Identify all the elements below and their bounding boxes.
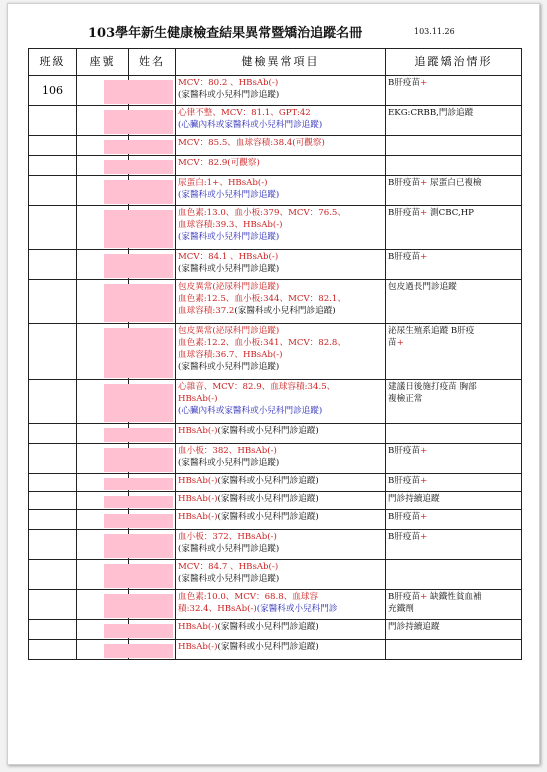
abnormal-item-text: (家醫科或小兒科門診追蹤): [178, 190, 280, 200]
abnormal-item-line: [178, 361, 383, 373]
abnormal-item-text: HBsAb(-): [178, 476, 218, 486]
followup-text: B肝疫苗: [388, 532, 421, 542]
redacted-name-block: [104, 534, 173, 558]
abnormal-item-text: (家醫科或小兒科門診追蹤): [178, 574, 280, 584]
abnormal-item-text: 包皮異常(泌尿科門診追蹤): [178, 326, 280, 336]
class-cell: [29, 206, 77, 250]
class-cell: [29, 176, 77, 206]
table-row: [29, 380, 522, 424]
followup-text: 複檢正常: [388, 394, 423, 404]
abnormal-item-text: (家醫科或小兒科門診追蹤): [178, 362, 280, 372]
abnormal-items-cell: [176, 106, 386, 136]
abnormal-item-line: [178, 405, 383, 417]
followup-cell: [386, 206, 522, 250]
table-header-row: [29, 49, 522, 76]
redacted-name-block: [104, 428, 173, 442]
abnormal-item-text: (家醫科或小兒科門診追蹤): [234, 306, 336, 316]
followup-line: [388, 493, 519, 505]
followup-cell: [386, 444, 522, 474]
followup-cell: [386, 380, 522, 424]
followup-line: [388, 107, 519, 119]
class-cell: [29, 324, 77, 380]
table-row: [29, 530, 522, 560]
abnormal-item-text: (家醫科或小兒科門診: [256, 604, 338, 614]
abnormal-item-text: 血色素:10.0、MCV：68.8、血球容: [178, 592, 319, 602]
abnormal-item-line: [178, 77, 383, 89]
table-row: [29, 424, 522, 444]
abnormal-item-text: (家醫科或小兒科門診追蹤): [217, 494, 319, 504]
followup-cell: [386, 640, 522, 660]
redacted-name-block: [104, 478, 173, 490]
document-page: [7, 3, 540, 765]
followup-line: [388, 281, 519, 293]
abnormal-item-line: [178, 305, 383, 317]
abnormal-items-cell: [176, 530, 386, 560]
followup-cell: [386, 136, 522, 156]
abnormal-item-line: [178, 281, 383, 293]
table-row: [29, 444, 522, 474]
followup-text: +: [396, 338, 404, 348]
abnormal-item-line: [178, 337, 383, 349]
followup-line: [388, 511, 519, 523]
column-header-followup: 追蹤矯治情形: [386, 49, 522, 76]
class-cell: [29, 280, 77, 324]
abnormal-items-cell: [176, 424, 386, 444]
abnormal-item-line: [178, 641, 383, 653]
followup-text: 充鐵劑: [388, 604, 414, 614]
followup-cell: [386, 530, 522, 560]
abnormal-item-line: [178, 137, 383, 149]
followup-cell: [386, 560, 522, 590]
abnormal-item-text: 血色素:13.0、血小板:379、MCV：76.5、: [178, 208, 346, 218]
abnormal-item-line: [178, 157, 383, 169]
class-cell: [29, 620, 77, 640]
abnormal-item-text: HBsAb(-): [178, 512, 218, 522]
abnormal-item-text: 血色素:12.2、血小板:341、MCV：82.8、: [178, 338, 346, 348]
followup-text: 門診持續追蹤: [388, 494, 440, 504]
abnormal-item-text: MCV：84.7 、HBsAb(-): [178, 562, 279, 572]
class-cell: [29, 640, 77, 660]
followup-cell: [386, 324, 522, 380]
abnormal-item-line: [178, 457, 383, 469]
abnormal-item-text: 心雜音、MCV：82.9、血球容積:34.5、: [178, 382, 336, 392]
abnormal-item-line: [178, 207, 383, 219]
abnormal-item-text: 血球容積:37.2: [178, 306, 235, 316]
abnormal-item-line: [178, 177, 383, 189]
class-cell: [29, 424, 77, 444]
abnormal-items-cell: [176, 620, 386, 640]
table-row: [29, 324, 522, 380]
followup-text: +: [420, 178, 428, 188]
abnormal-item-text: (家醫科或小兒科門診追蹤): [217, 476, 319, 486]
followup-text: 門診持續追蹤: [388, 622, 440, 632]
abnormal-item-line: [178, 219, 383, 231]
followup-line: [388, 393, 519, 405]
abnormal-item-text: 心律不整、MCV：81.1、GPT:42: [178, 108, 311, 118]
abnormal-items-cell: [176, 380, 386, 424]
followup-cell: [386, 590, 522, 620]
followup-line: [388, 207, 519, 219]
redacted-name-block: [104, 514, 173, 528]
abnormal-item-text: 血小板：372、HBsAb(-): [178, 532, 277, 542]
abnormal-items-cell: [176, 590, 386, 620]
abnormal-item-text: 血球容積:36.7、HBsAb(-): [178, 350, 283, 360]
class-cell: [29, 560, 77, 590]
abnormal-item-text: HBsAb(-): [178, 622, 218, 632]
table-row: [29, 106, 522, 136]
abnormal-item-line: [178, 107, 383, 119]
abnormal-item-line: [178, 189, 383, 201]
followup-text: +: [420, 476, 428, 486]
followup-cell: [386, 474, 522, 492]
abnormal-item-line: [178, 293, 383, 305]
follow-up-table: [28, 48, 522, 660]
followup-cell: [386, 510, 522, 530]
followup-line: [388, 475, 519, 487]
abnormal-item-line: [178, 349, 383, 361]
followup-text: B肝疫苗: [388, 512, 421, 522]
abnormal-item-text: HBsAb(-): [178, 394, 218, 404]
class-cell: [29, 106, 77, 136]
abnormal-item-text: (家醫科或小兒科門診追蹤): [217, 512, 319, 522]
table-row: [29, 280, 522, 324]
abnormal-item-text: (家醫科或小兒科門診追蹤): [178, 544, 280, 554]
followup-text: 測CBC,HP: [427, 208, 474, 218]
abnormal-item-text: 包皮異常(泌尿科門診追蹤): [178, 282, 280, 292]
class-cell: [29, 156, 77, 176]
followup-text: +: [420, 592, 428, 602]
table-row: [29, 590, 522, 620]
abnormal-item-text: MCV：82.9(可觀察): [178, 158, 260, 168]
table-row: [29, 206, 522, 250]
class-cell: [29, 444, 77, 474]
abnormal-item-line: [178, 493, 383, 505]
followup-text: B肝疫苗: [388, 592, 421, 602]
redacted-name-block: [104, 644, 173, 658]
followup-cell: [386, 250, 522, 280]
abnormal-item-text: HBsAb(-): [178, 494, 218, 504]
abnormal-item-line: [178, 511, 383, 523]
followup-line: [388, 531, 519, 543]
class-cell: [29, 76, 77, 106]
followup-text: +: [420, 512, 428, 522]
followup-text: 苗: [388, 338, 397, 348]
abnormal-item-line: [178, 251, 383, 263]
redacted-name-block: [104, 384, 173, 422]
abnormal-item-line: [178, 591, 383, 603]
class-cell: [29, 492, 77, 510]
class-cell: [29, 530, 77, 560]
abnormal-item-line: [178, 561, 383, 573]
abnormal-item-text: (家醫科或小兒科門診追蹤): [178, 458, 280, 468]
redacted-name-block: [104, 180, 173, 204]
abnormal-item-line: [178, 119, 383, 131]
followup-text: +: [420, 446, 428, 456]
redacted-name-block: [104, 448, 173, 472]
abnormal-items-cell: [176, 280, 386, 324]
followup-text: 建議日後施打疫苗 胸部: [388, 382, 477, 392]
abnormal-item-line: [178, 543, 383, 555]
followup-text: B肝疫苗: [388, 78, 421, 88]
redacted-name-block: [104, 254, 173, 278]
table-row: [29, 620, 522, 640]
followup-text: B肝疫苗: [388, 476, 421, 486]
redacted-name-block: [104, 284, 173, 322]
followup-text: +: [420, 208, 428, 218]
abnormal-items-cell: [176, 136, 386, 156]
abnormal-item-line: [178, 231, 383, 243]
followup-line: [388, 337, 519, 349]
abnormal-items-cell: [176, 250, 386, 280]
table-row: [29, 76, 522, 106]
followup-line: [388, 445, 519, 457]
abnormal-item-line: [178, 603, 383, 615]
abnormal-item-line: [178, 263, 383, 275]
table-row: [29, 156, 522, 176]
abnormal-items-cell: [176, 510, 386, 530]
followup-cell: [386, 620, 522, 640]
abnormal-item-line: [178, 531, 383, 543]
abnormal-item-text: (家醫科或小兒科門診追蹤): [178, 264, 280, 274]
followup-text: +: [420, 78, 428, 88]
followup-cell: [386, 492, 522, 510]
followup-text: 缺鐵性貧血補: [427, 592, 482, 602]
abnormal-item-text: (心臟內科或家醫科或小兒科門診追蹤): [178, 406, 323, 416]
followup-line: [388, 77, 519, 89]
abnormal-item-text: MCV：80.2 、HBsAb(-): [178, 78, 279, 88]
abnormal-item-line: [178, 89, 383, 101]
abnormal-item-line: [178, 445, 383, 457]
abnormal-items-cell: [176, 206, 386, 250]
followup-line: [388, 381, 519, 393]
followup-line: [388, 325, 519, 337]
followup-text: 包皮過長門診追蹤: [388, 282, 457, 292]
followup-text: 泌尿生殖系追蹤 B肝疫: [388, 326, 475, 336]
document-title: 103學年新生健康檢查結果異常暨矯治追蹤名冊: [88, 26, 363, 41]
abnormal-item-line: [178, 621, 383, 633]
abnormal-item-line: [178, 393, 383, 405]
redacted-name-block: [104, 210, 173, 248]
abnormal-items-cell: [176, 560, 386, 590]
table-row: [29, 640, 522, 660]
abnormal-items-cell: [176, 492, 386, 510]
followup-text: B肝疫苗: [388, 208, 421, 218]
abnormal-items-cell: [176, 474, 386, 492]
followup-cell: [386, 106, 522, 136]
column-header-items: 健檢異常項目: [176, 49, 386, 76]
followup-line: [388, 177, 519, 189]
followup-text: B肝疫苗: [388, 252, 421, 262]
followup-text: EKG:CRBB,門診追蹤: [388, 108, 474, 118]
column-header-name: 姓名: [129, 49, 176, 76]
followup-line: [388, 251, 519, 263]
abnormal-item-line: [178, 325, 383, 337]
abnormal-item-line: [178, 381, 383, 393]
followup-text: B肝疫苗: [388, 178, 421, 188]
class-value: 106: [42, 83, 63, 97]
abnormal-item-line: [178, 425, 383, 437]
followup-line: [388, 621, 519, 633]
document-date: 103.11.26: [414, 27, 455, 36]
abnormal-item-line: [178, 475, 383, 487]
abnormal-item-text: 尿蛋白:1+、HBsAb(-): [178, 178, 268, 188]
redacted-name-block: [104, 160, 173, 174]
column-header-class: 班級: [29, 49, 77, 76]
followup-text: +: [420, 532, 428, 542]
followup-cell: [386, 176, 522, 206]
followup-text: B肝疫苗: [388, 446, 421, 456]
abnormal-item-text: HBsAb(-): [178, 426, 218, 436]
column-header-seat: 座號: [77, 49, 129, 76]
redacted-name-block: [104, 564, 173, 588]
abnormal-item-text: MCV：85.5、血球容積:38.4(可觀察): [178, 138, 325, 148]
class-cell: [29, 136, 77, 156]
abnormal-item-text: 血色素:12.5、血小板:344、MCV：82.1、: [178, 294, 346, 304]
abnormal-item-text: (家醫科或小兒科門診追蹤): [217, 426, 319, 436]
followup-text: +: [420, 252, 428, 262]
table-body: [29, 76, 522, 660]
abnormal-item-text: 血球容積:39.3、HBsAb(-): [178, 220, 283, 230]
redacted-name-block: [104, 80, 173, 104]
class-cell: [29, 590, 77, 620]
abnormal-item-text: (家醫科或小兒科門診追蹤): [178, 90, 280, 100]
redacted-name-block: [104, 594, 173, 618]
followup-cell: [386, 424, 522, 444]
abnormal-items-cell: [176, 324, 386, 380]
table-row: [29, 250, 522, 280]
redacted-name-block: [104, 328, 173, 378]
abnormal-item-text: 血小板：382、HBsAb(-): [178, 446, 277, 456]
followup-cell: [386, 156, 522, 176]
followup-line: [388, 591, 519, 603]
table-row: [29, 560, 522, 590]
redacted-name-block: [104, 140, 173, 154]
table-row: [29, 136, 522, 156]
followup-line: [388, 603, 519, 615]
abnormal-items-cell: [176, 156, 386, 176]
redacted-name-block: [104, 110, 173, 134]
abnormal-item-text: (家醫科或小兒科門診追蹤): [178, 232, 280, 242]
abnormal-item-text: (家醫科或小兒科門診追蹤): [217, 622, 319, 632]
table-row: [29, 176, 522, 206]
abnormal-item-text: (家醫科或小兒科門診追蹤): [217, 642, 319, 652]
class-cell: [29, 380, 77, 424]
table-row: [29, 474, 522, 492]
abnormal-items-cell: [176, 76, 386, 106]
abnormal-item-text: 積:32.4、HBsAb(-): [178, 604, 257, 614]
abnormal-items-cell: [176, 444, 386, 474]
abnormal-item-text: (心臟內科或家醫科或小兒科門診追蹤): [178, 120, 323, 130]
redacted-name-block: [104, 496, 173, 508]
redacted-name-block: [104, 624, 173, 638]
followup-text: 尿蛋白已複檢: [427, 178, 482, 188]
abnormal-item-line: [178, 573, 383, 585]
table-row: [29, 510, 522, 530]
document-header: [8, 22, 539, 44]
abnormal-item-text: MCV：84.1 、HBsAb(-): [178, 252, 279, 262]
abnormal-items-cell: [176, 176, 386, 206]
abnormal-items-cell: [176, 640, 386, 660]
followup-cell: [386, 76, 522, 106]
class-cell: [29, 250, 77, 280]
class-cell: [29, 510, 77, 530]
table-row: [29, 492, 522, 510]
followup-cell: [386, 280, 522, 324]
abnormal-item-text: HBsAb(-): [178, 642, 218, 652]
class-cell: [29, 474, 77, 492]
